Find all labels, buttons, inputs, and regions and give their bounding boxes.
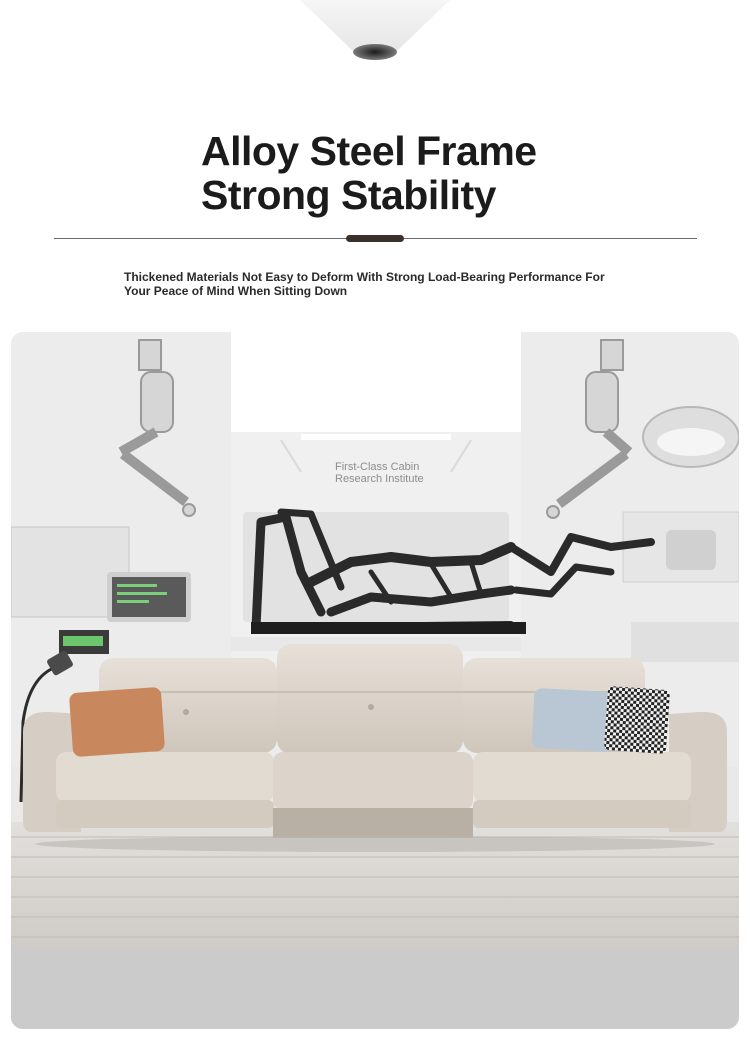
subtitle-text: Thickened Materials Not Easy to Deform With Strong Load-Bearing Performance For Your Peace of Mind When Sitting Down (124, 270, 605, 298)
headline-line-1: Alloy Steel Frame (201, 128, 537, 174)
headline-block (195, 120, 555, 225)
headline-line-2: Strong Stability (201, 172, 496, 218)
divider-accent (346, 235, 404, 242)
product-photo (11, 332, 739, 1029)
sofa (23, 644, 727, 838)
watermark-text: First-Class Cabin Research Institute (335, 461, 424, 485)
sofa-scene-illustration (11, 332, 739, 1029)
top-notch-decoration (0, 0, 750, 70)
